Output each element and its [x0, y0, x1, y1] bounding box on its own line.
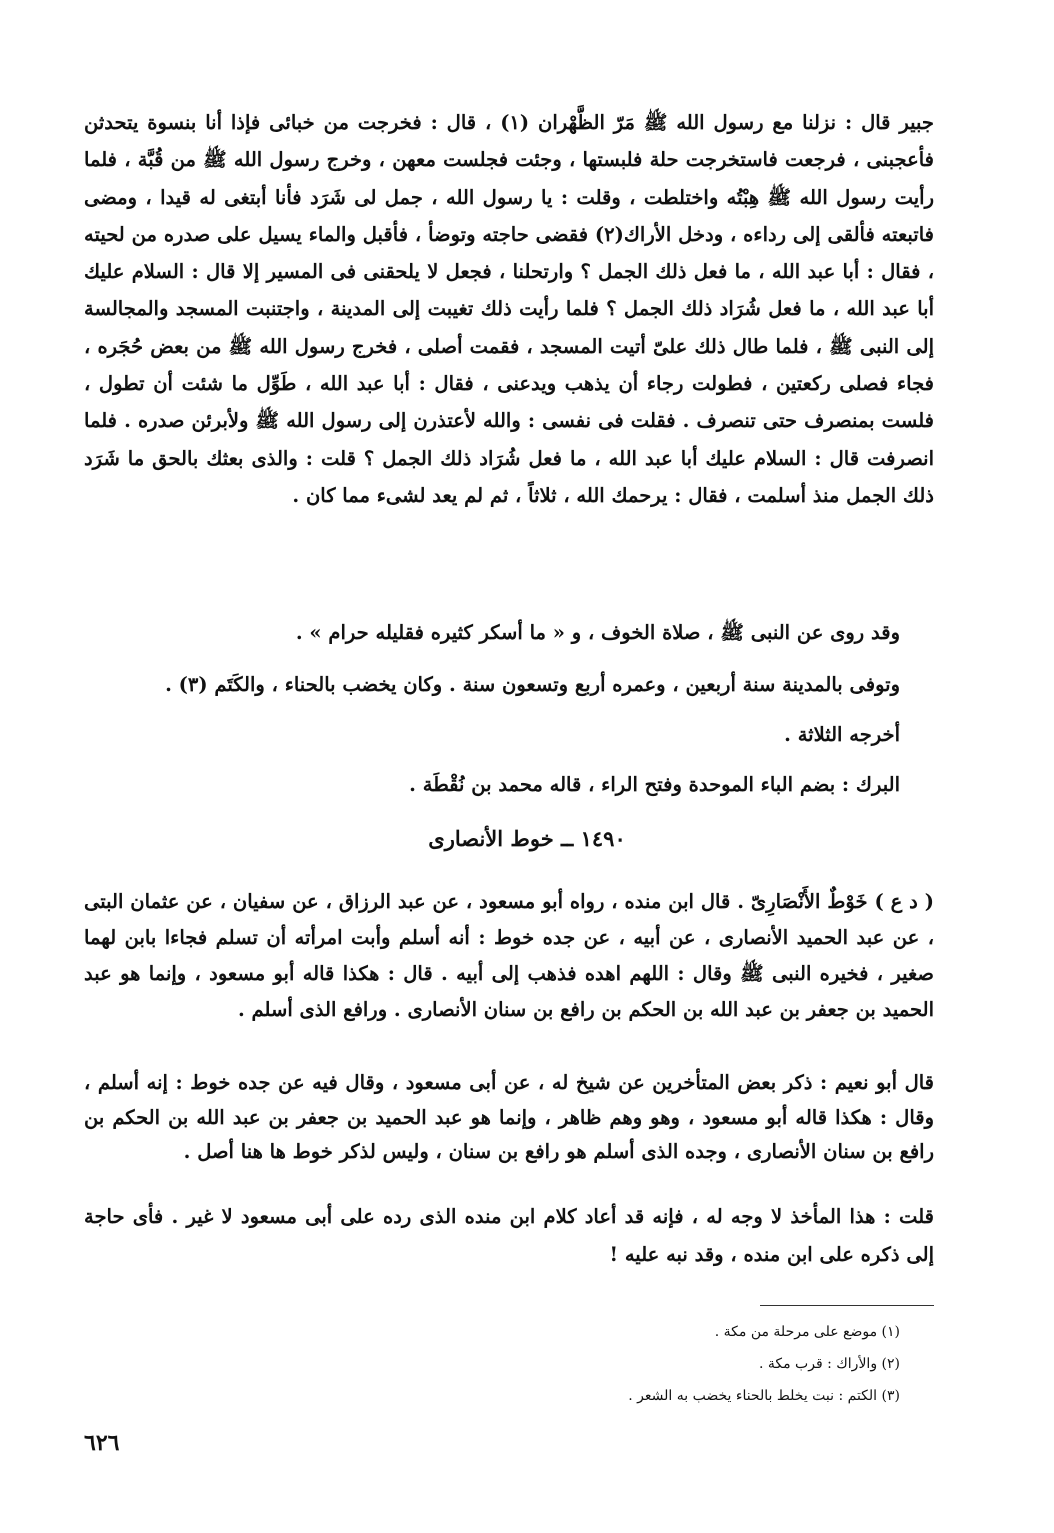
- footnote-item: (١) موضع على مرحلة من مكة .: [714, 1324, 900, 1340]
- footnote-divider: [760, 1305, 934, 1306]
- attribution-line: أخرجه الثلاثة .: [784, 723, 900, 746]
- entry-heading: ١٤٩٠ ــ خوط الأنصارى: [428, 826, 626, 851]
- narration-line: وقد روى عن النبى ﷺ ، صلاة الخوف ، و « ما أسكر كثيره فقليله حرام » .: [295, 621, 900, 644]
- footnote-item: (٣) الكتم : نبت يخلط بالحناء يخضب به الشعر .: [628, 1388, 900, 1404]
- death-line: وتوفى بالمدينة سنة أربعين ، وعمره أربع وتسعون سنة . وكان يخضب بالحناء ، والكَتَم (٣) .: [165, 673, 900, 696]
- biography-paragraph: جبير قال : نزلنا مع رسول الله ﷺ مَرّ الظَّهْران (١) ، قال : فخرجت من خبائى فإذا أنا بنسوة يتحدثن فأعجبنى ، فرجعت فاستخرجت حلة فلبستها ، وجئت فجلست معهن ، وخرج رسول الله ﷺ من قُبَّة ، فلما رأيت رسول الله ﷺ هِبْتُه واختلطت ، وقلت : يا رسول الله ، جمل لى شَرَد فأنا أبتغى له قيدا ، ومضى فاتبعته فألقى إلى رداءه ، ودخل الأراك(٢) فقضى حاجته وتوضأ ، فأقبل والماء يسيل على صدره من لحيته ، فقال : أبا عبد الله ، ما فعل ذلك الجمل ؟ وارتحلنا ، فجعل لا يلحقنى فى المسير إلا قال : السلام عليك أبا عبد الله ، ما فعل شُرَاد ذلك الجمل ؟ فلما رأيت ذلك تغيبت إلى المدينة ، واجتنبت المسجد والمجالسة إلى النبى ﷺ ، فلما طال ذلك علىّ أتيت المسجد ، فقمت أصلى ، فخرج رسول الله ﷺ من بعض حُجَره ، فجاء فصلى ركعتين ، فطولت رجاء أن يذهب ويدعنى ، فقال : أبا عبد الله ، طَوِّل ما شئت أن تطول ، فلست بمنصرف حتى تنصرف . فقلت فى نفسى : والله لأعتذرن إلى رسول الله ﷺ ولأبرئن صدره . فلما انصرفت قال : السلام عليك أبا عبد الله ، ما فعل شُرَاد ذلك الجمل ؟ قلت : والذى بعثك بالحق ما شَرَد ذلك الجمل منذ أسلمت ، فقال : يرحمك الله ، ثلاثاً ، ثم لم يعد لشىء مما كان .: [84, 111, 934, 507]
- footnotes-list: [500, 1316, 900, 1412]
- abu-nuaym-paragraph: قال أبو نعيم : ذكر بعض المتأخرين عن شيخ له ، عن أبى مسعود ، وقال فيه عن جده خوط : إنه أسلم ، وقال : هكذا قاله أبو مسعود ، وهو وهم ظاهر ، وإنما هو عبد الحميد بن جعفر بن عبد الله بن الحكم بن رافع بن سنان الأنصارى ، وجده الذى أسلم هو رافع بن سنان ، وليس لذكر خوط ها هنا أصل .: [84, 1071, 934, 1163]
- footnote-item: (٢) والأراك : قرب مكة .: [758, 1356, 900, 1372]
- vocalization-note-line: البرك : بضم الباء الموحدة وفتح الراء ، قاله محمد بن نُقْطَة .: [409, 773, 900, 796]
- page-number: ٦٢٦: [84, 1430, 120, 1456]
- author-comment-paragraph: قلت : هذا المأخذ لا وجه له ، فإنه قد أعاد كلام ابن منده الذى رده على أبى مسعود لا غير . فأى حاجة إلى ذكره على ابن منده ، وقد نبه عليه !: [84, 1205, 934, 1266]
- entry-paragraph: ( د ع ) خَوْطٌ الأَنْصَارِىّ . قال ابن منده ، رواه أبو مسعود ، عن عبد الرزاق ، عن سفيان ، عن عثمان البتى ، عن عبد الحميد الأنصارى ، عن أبيه ، عن جده خوط : أنه أسلم وأبت امرأته أن تسلم فجاءا بابن لهما صغير ، فخيره النبى ﷺ وقال : اللهم اهده فذهب إلى أبيه . قال : هكذا قاله أبو مسعود ، وإنما هو عبد الحميد بن جعفر بن عبد الله بن الحكم بن رافع بن سنان الأنصارى . ورافع الذى أسلم .: [84, 890, 934, 1021]
